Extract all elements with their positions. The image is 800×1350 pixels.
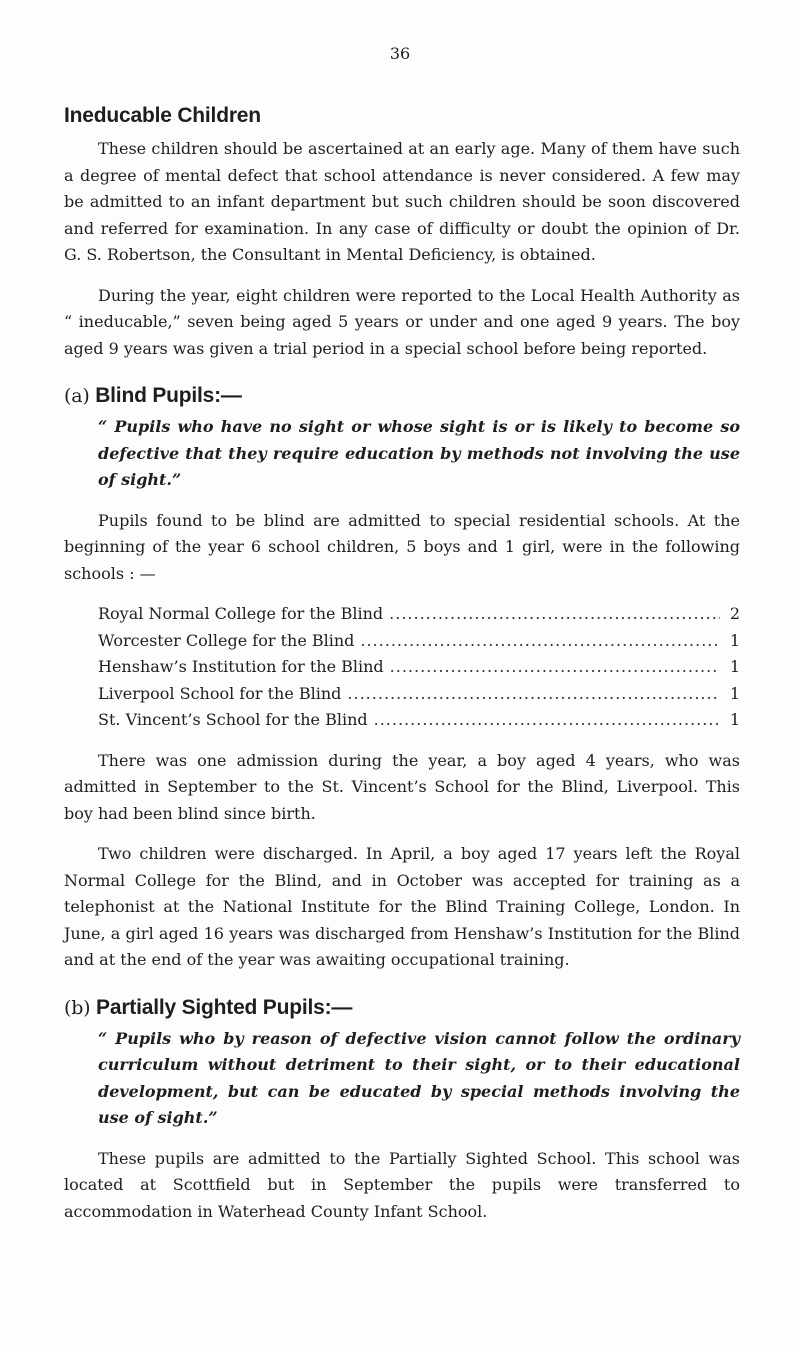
blind-paragraph-1: Pupils found to be blind are admitted to special residential schools. At the beginning of the year 6 school children, 5 boys and 1 girl, were in the following schools : —: [64, 510, 740, 583]
school-count: 1: [729, 657, 740, 676]
partially-sighted-heading: [64, 996, 740, 1020]
dot-leader: [347, 681, 720, 708]
ineducable-paragraph-2: During the year, eight children were reported to the Local Health Authority as “ ineducable,” seven being aged 5 years or under and one aged 9 years. The boy aged 9 years was given a trial period in a special school before being reported.: [64, 285, 740, 358]
page-content: [64, 104, 740, 1239]
partially-sighted-label: (b): [64, 996, 91, 1019]
school-name: Henshaw’s Institution for the Blind: [98, 657, 384, 676]
blind-pupils-heading: [64, 384, 740, 408]
blind-section-label: (a): [64, 385, 90, 407]
partially-sighted-paragraph-1: These pupils are admitted to the Partially Sighted School. This school was located at Scottfield but in September the pupils were transferred to accommodation in Waterhead County Infant School.: [64, 1148, 740, 1221]
ineducable-heading: Ineducable Children: [64, 104, 261, 127]
ineducable-paragraph-1: These children should be ascertained at an early age. Many of them have such a degree of mental defect that school attendance is never considered. A few may be admitted to an infant department but such children should be soon discovered and referred for examination. In any case of difficulty or doubt the opinion of Dr. G. S. Robertson, the Consultant in Mental Deficiency, is obtained.: [64, 139, 740, 264]
dot-leader: [360, 628, 720, 655]
blind-paragraph-3: Two children were discharged. In April, a boy aged 17 years left the Royal Normal College for the Blind, and in October was accepted for training as a telephonist at the National Institute for the Blind Training College, London. In June, a girl aged 16 years was discharged from Henshaw’s Institution for the Blind and at the end of the year was awaiting occupational training.: [64, 844, 740, 969]
school-name: Liverpool School for the Blind: [98, 683, 342, 703]
dot-leader: [374, 707, 720, 734]
school-count: 1: [729, 630, 740, 650]
school-name: Worcester College for the Blind: [98, 630, 355, 650]
school-count: 1: [729, 683, 740, 703]
school-list-item: [64, 628, 740, 655]
blind-section-title: Blind Pupils:—: [95, 384, 242, 407]
partially-sighted-title: Partially Sighted Pupils:—: [96, 995, 353, 1019]
school-list: [64, 601, 740, 734]
dot-leader: [390, 654, 720, 681]
school-list-item: [64, 707, 740, 734]
school-name: Royal Normal College for the Blind: [98, 604, 384, 623]
school-list-item: [64, 601, 740, 628]
partially-sighted-definition-quote: “ Pupils who by reason of defective vision cannot follow the ordinary curriculum without detriment to their sight, or to their educational development, but can be educated by special methods involving the use of sight.”: [98, 1028, 740, 1127]
school-count: 1: [729, 710, 740, 729]
school-list-item: [64, 654, 740, 681]
page-number: 36: [389, 44, 411, 63]
dot-leader: [389, 601, 720, 628]
blind-paragraph-2: There was one admission during the year, a boy aged 4 years, who was admitted in September to the St. Vincent’s School for the Blind, Liverpool. This boy had been blind since birth.: [64, 750, 740, 823]
blind-definition-quote: “ Pupils who have no sight or whose sight is or is likely to become so defective that they require education by methods not involving the use of sight.”: [98, 417, 740, 489]
school-name: St. Vincent’s School for the Blind: [98, 710, 368, 729]
school-list-item: [64, 681, 740, 708]
school-count: 2: [729, 604, 740, 623]
